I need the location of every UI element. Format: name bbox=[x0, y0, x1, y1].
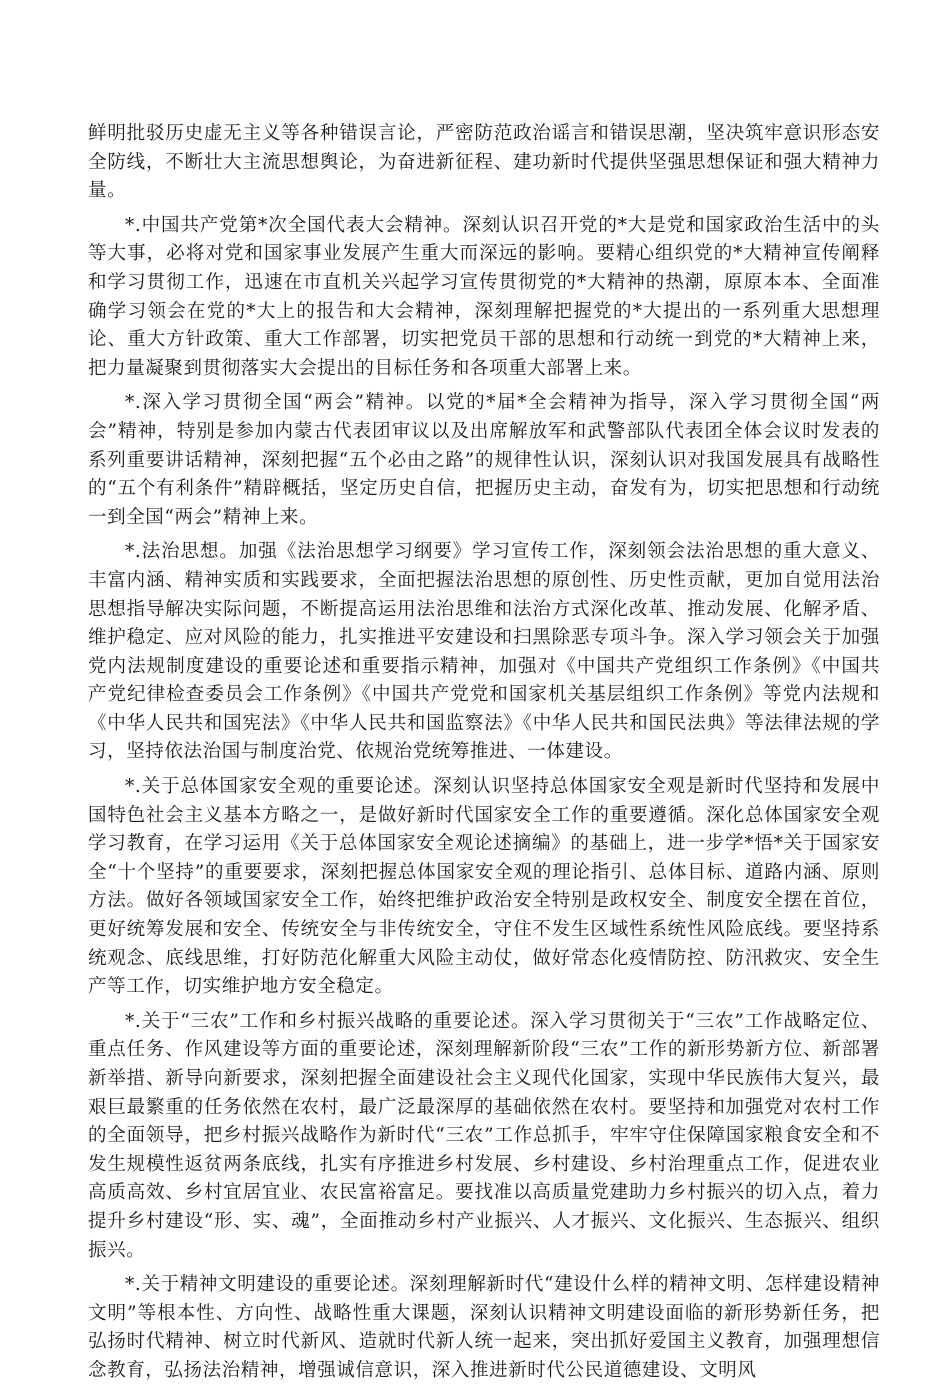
paragraph-party-congress: *.中国共产党第*次全国代表大会精神。深刻认识召开党的*大是党和国家政治生活中的头等大事，必将对党和国家事业发展产生重大而深远的影响。要精心组织党的*大精神宣传阐释和学习贯彻工作，迅速在市直机关兴起学习宣传贯彻党的*大精神的热潮，原原本本、全面准确学习领会在党的*大上的报告和大会精神，深刻理解把握党的*大提出的一系列重大思想理论、重大方针政策、重大工作部署，切实把党员干部的思想和行动统一到党的*大精神上来，把力量凝聚到贯彻落实大会提出的目标任务和各项重大部署上来。 bbox=[88, 214, 880, 379]
paragraph-national-security: *.关于总体国家安全观的重要论述。深刻认识坚持总体国家安全观是新时代坚持和发展中国特色社会主义基本方略之一，是做好新时代国家安全工作的重要遵循。深化总体国家安全观学习教育，在学习运用《关于总体国家安全观论述摘编》的基础上，进一步学*悟*关于国家安全“十个坚持”的重要要求，深刻把握总体国家安全观的理论指引、总体目标、道路内涵、原则方法。做好各领域国家安全工作，始终把维护政治安全特别是政权安全、制度安全摆在首位，更好统筹发展和安全、传统安全与非传统安全，守住不发生区域性系统性风险底线。要坚持系统观念、底线思维，打好防范化解重大风险主动仗，做好常态化疫情防控、防汛救灾、安全生产等工作，切实维护地方安全稳定。 bbox=[88, 776, 880, 998]
document-body bbox=[88, 120, 880, 1392]
paragraph-two-sessions: *.深入学习贯彻全国“两会”精神。以党的*届*全会精神为指导，深入学习贯彻全国“两会”精神，特别是参加内蒙古代表团审议以及出席解放军和武警部队代表团全体会议时发表的系列重要讲话精神，深刻把握“五个必由之路”的规律性认识，深刻认识对我国发展具有战略性的“五个有利条件”精辟概括，坚定历史自信，把握历史主动，奋发有为，切实把思想和行动统一到全国“两会”精神上来。 bbox=[88, 392, 880, 528]
paragraph-rule-of-law: *.法治思想。加强《法治思想学习纲要》学习宣传工作，深刻领会法治思想的重大意义、丰富内涵、精神实质和实践要求，全面把握法治思想的原创性、历史性贡献，更加自觉用法治思想指导解决实际问题，不断提高运用法治思维和法治方式深化改革、推动发展、化解矛盾、维护稳定、应对风险的能力，扎实推进平安建设和扫黑除恶专项斗争。深入学习领会关于加强党内法规制度建设的重要论述和重要指示精神，加强对《中国共产党组织工作条例》《中国共产党纪律检查委员会工作条例》《中国共产党党和国家机关基层组织工作条例》等党内法规和《中华人民共和国宪法》《中华人民共和国监察法》《中华人民共和国民法典》等法律法规的学习，坚持依法治国与制度治党、依规治党统筹推进、一体建设。 bbox=[88, 541, 880, 763]
paragraph-continuation: 鲜明批驳历史虚无主义等各种错误言论，严密防范政治谣言和错误思潮，坚决筑牢意识形态安全防线，不断壮大主流思想舆论，为奋进新征程、建功新时代提供坚强思想保证和强大精神力量。 bbox=[88, 123, 880, 202]
paragraph-spiritual-civilization: *.关于精神文明建设的重要论述。深刻理解新时代“建设什么样的精神文明、怎样建设精神文明”等根本性、方向性、战略性重大课题，深刻认识精神文明建设面临的新形势新任务，把弘扬时代精神、树立时代新风、造就时代新人统一起来，突出抓好爱国主义教育，加强理想信念教育，弘扬法治精神，增强诚信意识，深入推进新时代公民道德建设、文明风 bbox=[88, 1274, 880, 1381]
paragraph-rural-revitalization: *.关于“三农”工作和乡村振兴战略的重要论述。深入学习贯彻关于“三农”工作战略定位、重点任务、作风建设等方面的重要论述，深刻理解新阶段“三农”工作的新形势新方位、新部署新举措、新导向新要求，深刻把握全面建设社会主义现代化国家，实现中华民族伟大复兴，最艰巨最繁重的任务依然在农村，最广泛最深厚的基础依然在农村。要坚持和加强党对农村工作的全面领导，把乡村振兴战略作为新时代“三农”工作总抓手，牢牢守住保障国家粮食安全和不发生规模性返贫两条底线，扎实有序推进乡村发展、乡村建设、乡村治理重点工作，促进农业高质高效、乡村宜居宜业、农民富裕富足。要找准以高质量党建助力乡村振兴的切入点，着力提升乡村建设“形、实、魂”，全面推动乡村产业振兴、人才振兴、文化振兴、生态振兴、组织振兴。 bbox=[88, 1010, 880, 1261]
